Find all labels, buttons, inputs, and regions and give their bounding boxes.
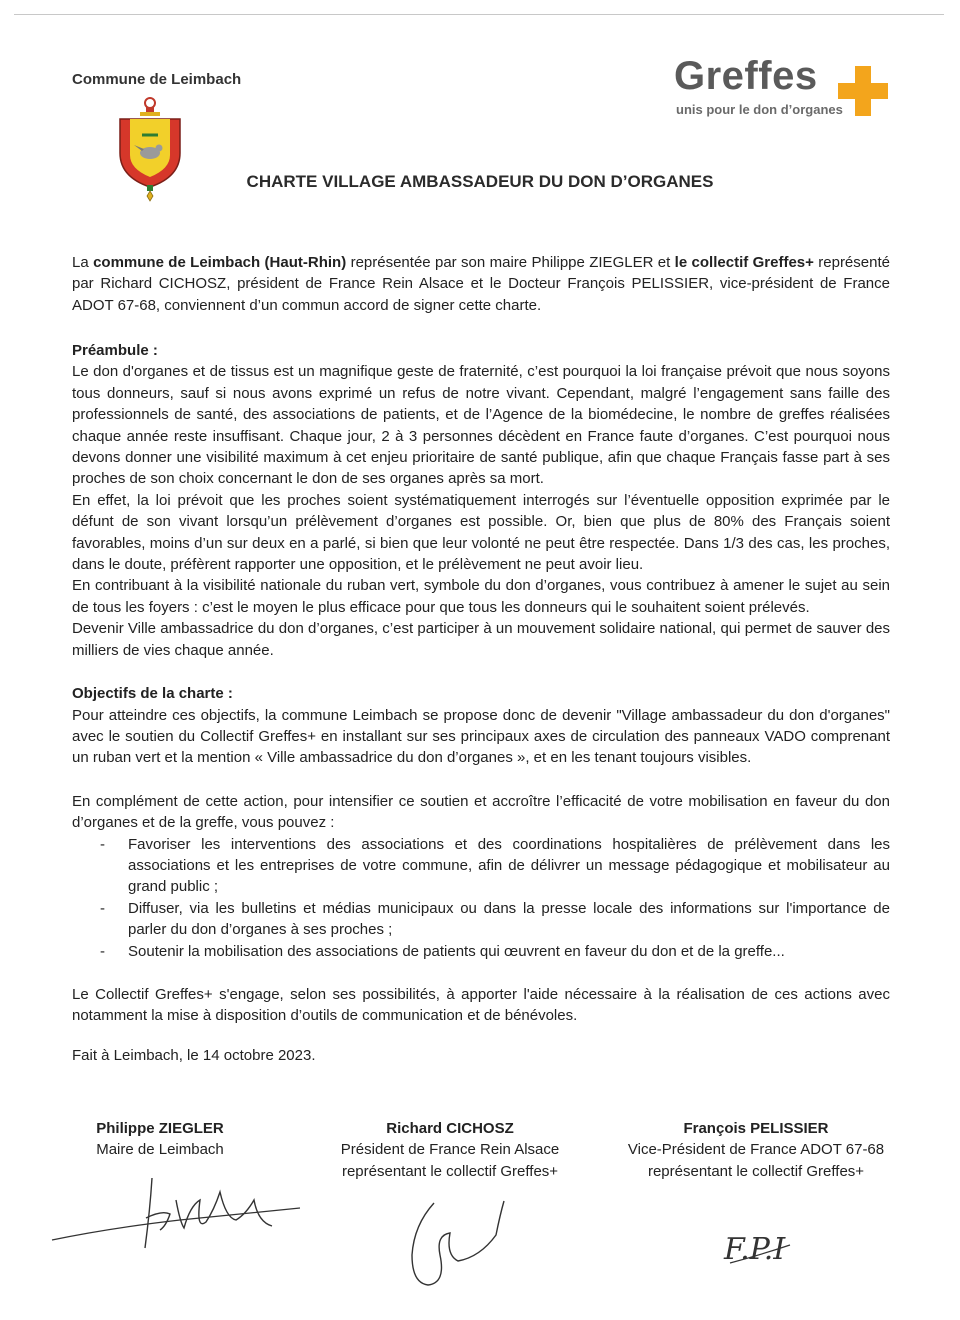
signatory-role: Président de France Rein Alsace: [340, 1141, 560, 1159]
handwritten-signature-pelissier: [720, 1215, 810, 1275]
objectifs-paragraph-1: Pour atteindre ces objectifs, la commune Leimbach se propose donc de devenir "Village ambassadeur du don d'organes" avec le soutien du Collectif Greffes+ en installant sur ses principaux axes de circulation des panneaux VADO comprenant un ruban vert et la mention « Ville ambassadrice du don d’organes », et en les tenant toujours visibles.: [72, 706, 890, 767]
document-title: CHARTE VILLAGE AMBASSADEUR DU DON D’ORGANES: [246, 172, 714, 191]
greffes-plus-logo: [670, 54, 900, 124]
action-list: [72, 834, 890, 962]
commitment-paragraph: Le Collectif Greffes+ s'engage, selon ses possibilités, à apporter l'aide nécessaire à la réalisation de ces actions avec notamment la mise à disposition d’outils de communication et de bénévoles.: [72, 985, 890, 1025]
preambule-paragraph-1: Le don d'organes et de tissus est un magnifique geste de fraternité, c’est pourquoi la loi française prévoit que nous soyons tous donneurs, sauf si nous avons exprimé un refus de notre vivant. Cependant, malgré l’engagement sans faille des professionnels de santé, des associations de patients, et de l’Agence de la biomédecine, le nombre de greffes réalisées chaque année reste insuffisant. Chaque jour, 2 à 3 personnes décèdent en France faute d’organes. C’est pourquoi nous devons donner une visibilité maximum à cet enjeu prioritaire de santé publique, afin que chaque Français fasse part à ses proches de son choix concernant le don de ses organes après sa mort.: [72, 363, 890, 488]
preambule-paragraph-4: Devenir Ville ambassadrice du don d’organes, c’est participer à un mouvement solidaire national, qui permet de sauver des milliers de vies chaque année.: [72, 620, 890, 659]
objectifs-heading: Objectifs de la charte :: [72, 685, 233, 703]
handwritten-signature-ziegler: [50, 1170, 310, 1260]
intro-text-2: représentée par son maire Philippe ZIEGLER et: [346, 254, 675, 271]
commune-label: Commune de Leimbach: [72, 71, 242, 88]
orange-plus-icon: [838, 66, 888, 121]
signature-block-cichosz: [300, 1118, 600, 1182]
preambule-paragraph-3: En contribuant à la visibilité nationale du ruban vert, symbole du don d’organes, vous contribuez à amener le sujet au sein de tous les foyers : c’est le moyen le plus efficace pour que tous les donneurs qui le souhaitent soient prélevés.: [72, 577, 890, 616]
preambule-paragraph-2: En effet, la loi prévoit que les proches soient systématiquement interrogés sur l’éventuelle opposition exprimée par le défunt de son vivant lorsqu’un prélèvement d’organes est possible. Or, bien que plus de 80% des Français soient favorables, moins d’un sur deux en a parlé, si bien que leur volonté ne peut être respectée. Dans 1/3 des cas, les proches, dans le doute, préfèrent rapporter une opposition, et le prélèvement ne peut avoir lieu.: [72, 491, 890, 574]
signature-block-mayor: [10, 1118, 310, 1161]
objectifs-paragraph-2: En complément de cette action, pour intensifier ce soutien et accroître l’efficacité de votre mobilisation en faveur du don d’organes et de la greffe, vous pouvez :: [72, 792, 890, 832]
logo-wordmark: Greffes: [674, 54, 818, 98]
signature-block-pelissier: [606, 1118, 906, 1182]
top-rule: [14, 14, 944, 15]
intro-bold-commune: commune de Leimbach (Haut-Rhin): [93, 254, 347, 271]
intro-text-1: La: [72, 254, 94, 271]
place-date: Fait à Leimbach, le 14 octobre 2023.: [72, 1046, 316, 1064]
signature-initials: F.P.I: [724, 1232, 786, 1267]
signatory-role: Vice-Président de France ADOT 67-68: [627, 1141, 885, 1159]
logo-tagline: unis pour le don d’organes: [676, 102, 843, 117]
preambule-heading: Préambule :: [72, 342, 158, 359]
signatory-name: Philippe ZIEGLER: [96, 1120, 224, 1137]
signatory-role-2: représentant le collectif Greffes+: [341, 1162, 559, 1180]
signatory-name: Richard CICHOSZ: [386, 1120, 514, 1137]
intro-bold-collectif: le collectif Greffes+: [674, 254, 814, 271]
intro-text-3: représenté par Richard CICHOSZ, président de France Rein Alsace et le Docteur François PELISSIER, vice-président de France ADOT 67-68, conviennent d’un commun accord de signer cette charte.: [72, 254, 890, 314]
signatory-name: François PELISSIER: [683, 1120, 829, 1137]
document-body: [72, 340, 890, 1066]
handwritten-signature-cichosz: [400, 1195, 510, 1290]
list-item: - Diffuser, via les bulletins et médias municipaux ou dans la presse locale des informations sur l'importance de parler du don d’organes à ses proches ;: [72, 898, 890, 941]
signatory-role: Maire de Leimbach: [96, 1141, 224, 1159]
intro-paragraph: [72, 252, 890, 316]
signatory-role-2: représentant le collectif Greffes+: [647, 1162, 865, 1180]
list-item: - Soutenir la mobilisation des associations de patients qui œuvrent en faveur du don et de la greffe...: [72, 941, 890, 962]
list-item: - Favoriser les interventions des associations et des coordinations hospitalières de prélèvement dans les associations et les entreprises de votre commune, afin de délivrer un message pédagogique et mobilisateur au grand public ;: [72, 834, 890, 898]
